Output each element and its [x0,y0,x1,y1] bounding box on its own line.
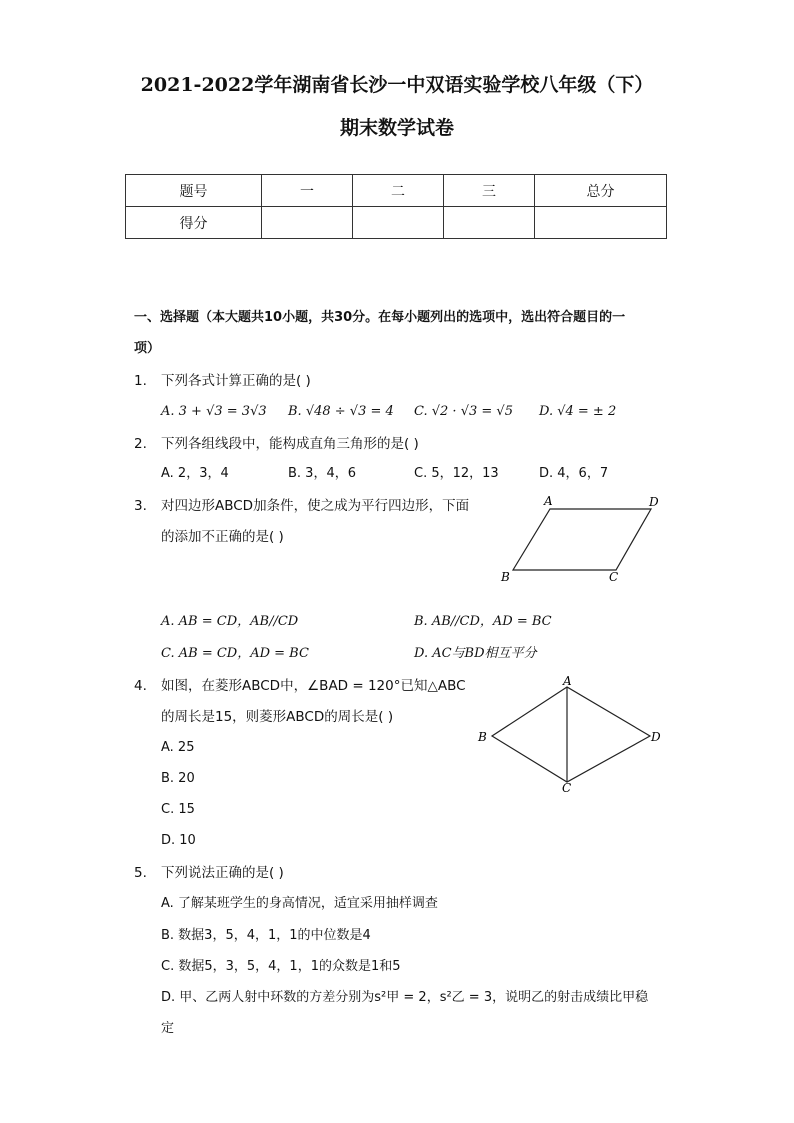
paper-title-line1: 2021-2022学年湖南省长沙一中双语实验学校八年级（下） [140,74,654,96]
option-d: D. 10 [161,833,196,848]
option-b: B. 3，4，6 [288,466,356,481]
option-b: B. AB//CD，AD = BC [414,614,552,629]
score-cell [262,207,353,239]
rhombus-shape [492,687,650,782]
score-header-cell: 总分 [535,175,667,207]
score-table-row [126,207,667,239]
option-d: D. AC与BD相互平分 [414,646,537,661]
vertex-label-b: B [501,570,510,584]
question-number: 3. [134,498,147,514]
question-stem-cont: 的添加不正确的是( ) [161,529,284,545]
score-header-cell: 三 [444,175,535,207]
option-c: C. AB = CD，AD = BC [161,646,309,661]
score-header-cell: 二 [353,175,444,207]
option-b: B. 数据3，5，4，1，1的中位数是4 [161,928,371,943]
score-cell [353,207,444,239]
option-a: A. 了解某班学生的身高情况，适宜采用抽样调查 [161,896,438,911]
question-stem-cont: 的周长是15，则菱形ABCD的周长是( ) [161,709,394,725]
vertex-label-c: C [562,781,572,795]
paper-title-line2: 期末数学试卷 [339,117,454,139]
question-stem: 如图，在菱形ABCD中，∠BAD = 120°已知△ABC [161,678,466,694]
option-c: C. 5，12，13 [414,466,499,481]
section-heading-cont: 项） [134,341,161,356]
option-c: C. 15 [161,802,195,817]
question-stem: 下列各式计算正确的是( ) [161,373,311,389]
option-d-cont: 定 [161,1021,175,1036]
option-b: B. 20 [161,771,195,786]
option-d: D. √4 = ± 2 [539,404,617,419]
section-heading: 一、选择题（本大题共10小题，共30分。在每小题列出的选项中，选出符合题目的一 [134,310,626,325]
question-number: 2. [134,436,147,452]
score-cell [444,207,535,239]
vertex-label-a: A [544,494,553,508]
score-header-cell: 题号 [126,175,262,207]
option-a: A. 3 + √3 = 3√3 [161,404,267,419]
option-a: A. 2，3，4 [161,466,229,481]
question-stem: 下列各组线段中，能构成直角三角形的是( ) [161,436,419,452]
question-stem: 对四边形ABCD加条件，使之成为平行四边形，下面 [161,498,470,514]
vertex-label-b: B [478,730,487,744]
option-b: B. √48 ÷ √3 = 4 [288,404,394,419]
parallelogram-shape [513,509,651,570]
question-number: 4. [134,678,147,694]
question-number: 1. [134,373,147,389]
vertex-label-d: D [651,730,661,744]
vertex-label-c: C [609,570,619,584]
score-table-header-row [126,175,667,207]
vertex-label-d: D [649,495,659,509]
option-c: C. 数据5，3，5，4，1，1的众数是1和5 [161,959,401,974]
parallelogram-figure [495,490,670,590]
question-stem: 下列说法正确的是( ) [161,865,284,881]
vertex-label-a: A [563,674,572,688]
score-table [125,174,667,239]
score-row-label: 得分 [126,207,262,239]
option-a: A. 25 [161,740,195,755]
option-c: C. √2 · √3 = √5 [414,404,513,419]
option-d: D. 4，6，7 [539,466,609,481]
score-cell [535,207,667,239]
score-header-cell: 一 [262,175,353,207]
rhombus-figure [470,672,670,797]
question-number: 5. [134,865,147,881]
option-d: D. 甲、乙两人射中环数的方差分别为s²甲 = 2，s²乙 = 3，说明乙的射击成绩比甲稳 [161,990,649,1005]
option-a: A. AB = CD，AB//CD [161,614,299,629]
